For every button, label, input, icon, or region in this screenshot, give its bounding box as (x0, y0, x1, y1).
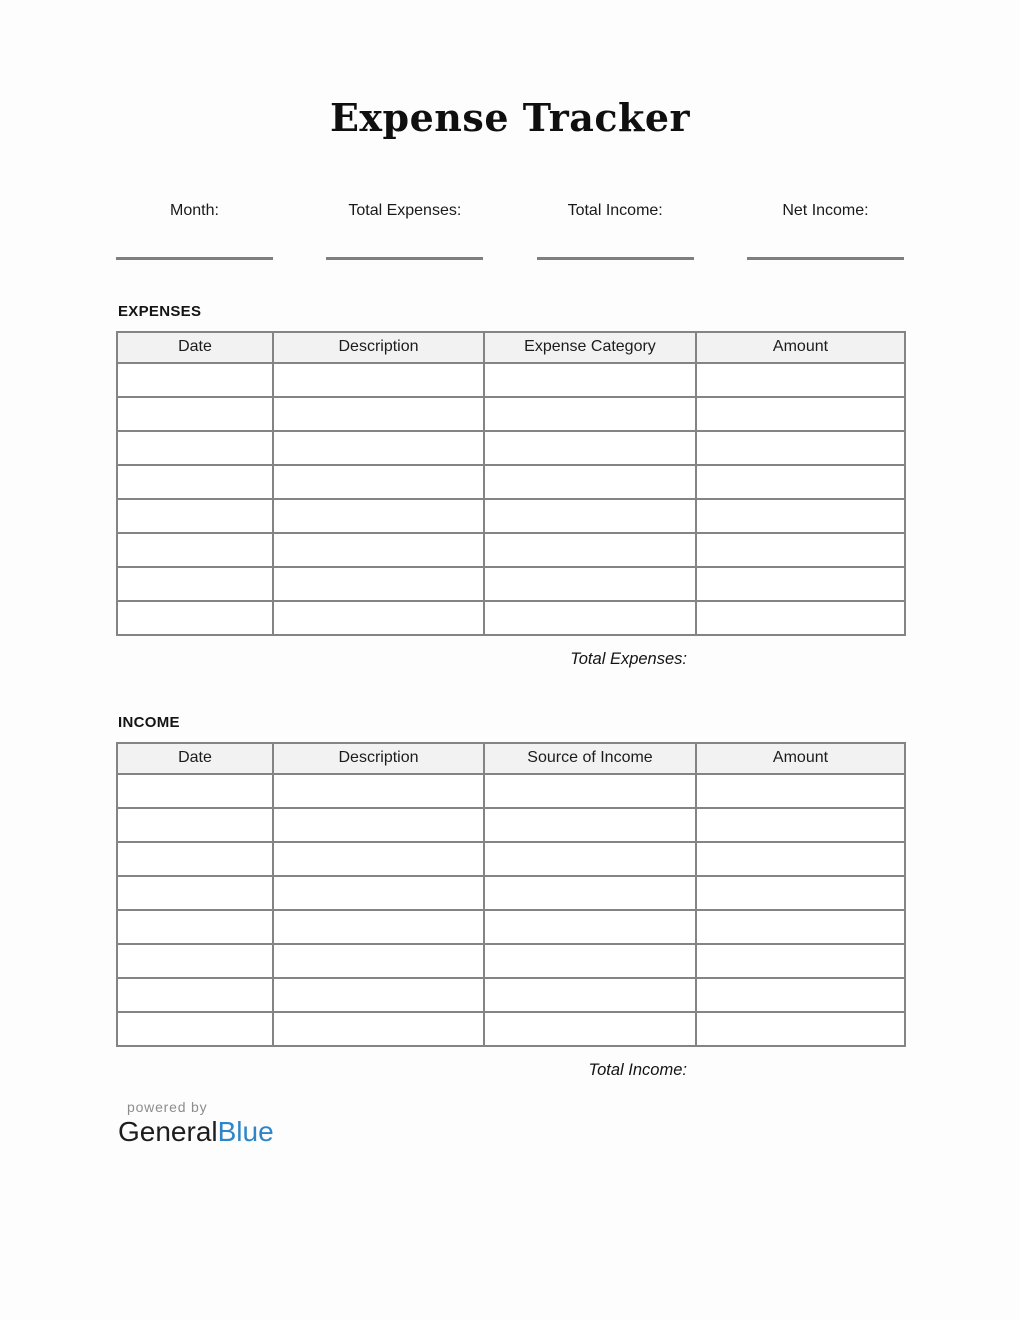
income-cell (273, 1012, 484, 1046)
month-label: Month: (170, 202, 219, 219)
expenses-cell (117, 533, 273, 567)
expenses-cell (696, 397, 905, 431)
document-content (116, 97, 904, 1148)
income-cell (484, 842, 696, 876)
income-row (117, 774, 905, 808)
page-title: Expense Tracker (329, 95, 691, 140)
expenses-header-cell: Description (273, 332, 484, 363)
footer-logo (118, 1099, 904, 1148)
expenses-cell (484, 499, 696, 533)
income-cell (117, 978, 273, 1012)
expenses-cell (117, 499, 273, 533)
expenses-header-row (117, 332, 905, 363)
income-cell (117, 808, 273, 842)
income-cell (273, 876, 484, 910)
income-cell (484, 1012, 696, 1046)
expenses-row (117, 431, 905, 465)
powered-by-text: powered by (127, 1098, 208, 1115)
expenses-cell (117, 397, 273, 431)
expenses-row (117, 465, 905, 499)
total-expenses-field (326, 201, 483, 260)
income-cell (117, 774, 273, 808)
expenses-cell (273, 499, 484, 533)
month-field (116, 201, 273, 260)
brand-blue-text: Blue (217, 1115, 274, 1147)
income-cell (273, 774, 484, 808)
income-header-cell: Description (273, 743, 484, 774)
income-cell (273, 842, 484, 876)
expenses-cell (273, 431, 484, 465)
expenses-row (117, 601, 905, 635)
income-row (117, 910, 905, 944)
expenses-total-label: Total Expenses: (570, 649, 687, 668)
month-underline (116, 257, 273, 260)
expenses-header-cell: Date (117, 332, 273, 363)
expenses-cell (273, 465, 484, 499)
income-section-label: INCOME (118, 713, 180, 731)
income-total-label: Total Income: (588, 1060, 687, 1079)
brand-general-text: General (118, 1115, 218, 1147)
income-cell (117, 842, 273, 876)
net-income-field (747, 201, 904, 260)
expenses-cell (117, 465, 273, 499)
income-cell (484, 876, 696, 910)
income-cell (484, 910, 696, 944)
expenses-cell (696, 465, 905, 499)
income-cell (696, 876, 905, 910)
income-header-cell: Date (117, 743, 273, 774)
summary-fields-row (116, 201, 904, 260)
income-cell (273, 808, 484, 842)
expenses-table (116, 331, 906, 636)
income-cell (117, 944, 273, 978)
income-row (117, 978, 905, 1012)
expenses-header-cell: Expense Category (484, 332, 696, 363)
expenses-cell (117, 363, 273, 397)
expenses-cell (273, 363, 484, 397)
expenses-cell (696, 601, 905, 635)
income-header-cell: Amount (696, 743, 905, 774)
expenses-cell (273, 567, 484, 601)
expenses-cell (484, 363, 696, 397)
expenses-cell (484, 533, 696, 567)
income-cell (484, 774, 696, 808)
expenses-cell (117, 567, 273, 601)
income-row (117, 1012, 905, 1046)
income-header-cell: Source of Income (484, 743, 696, 774)
income-cell (696, 842, 905, 876)
income-table (116, 742, 906, 1047)
income-cell (117, 910, 273, 944)
income-cell (696, 978, 905, 1012)
income-cell (273, 910, 484, 944)
income-header-row (117, 743, 905, 774)
income-cell (696, 910, 905, 944)
total-expenses-underline (326, 257, 483, 260)
income-cell (696, 808, 905, 842)
expenses-section-label: EXPENSES (118, 302, 202, 320)
total-expenses-label: Total Expenses: (348, 202, 462, 219)
income-row (117, 944, 905, 978)
income-cell (484, 944, 696, 978)
expenses-cell (484, 465, 696, 499)
expenses-cell (117, 431, 273, 465)
expenses-row (117, 397, 905, 431)
income-cell (696, 774, 905, 808)
net-income-label: Net Income: (782, 202, 869, 219)
income-cell (484, 808, 696, 842)
expenses-cell (273, 533, 484, 567)
expenses-header-cell: Amount (696, 332, 905, 363)
income-cell (696, 1012, 905, 1046)
expenses-cell (484, 431, 696, 465)
income-cell (484, 978, 696, 1012)
expenses-cell (273, 601, 484, 635)
net-income-underline (747, 257, 904, 260)
expenses-row (117, 363, 905, 397)
expenses-cell (484, 601, 696, 635)
expenses-cell (484, 397, 696, 431)
expenses-cell (273, 397, 484, 431)
total-income-field (537, 201, 694, 260)
expenses-cell (696, 567, 905, 601)
income-cell (696, 944, 905, 978)
income-row (117, 842, 905, 876)
generalblue-logo (118, 1116, 904, 1148)
income-row (117, 808, 905, 842)
income-row (117, 876, 905, 910)
expenses-cell (696, 533, 905, 567)
income-cell (273, 944, 484, 978)
income-cell (117, 876, 273, 910)
income-cell (117, 1012, 273, 1046)
total-income-label: Total Income: (567, 202, 663, 219)
expenses-cell (117, 601, 273, 635)
total-income-underline (537, 257, 694, 260)
expenses-cell (696, 363, 905, 397)
expenses-cell (696, 431, 905, 465)
expenses-cell (484, 567, 696, 601)
income-cell (273, 978, 484, 1012)
expenses-cell (696, 499, 905, 533)
expenses-row (117, 567, 905, 601)
expenses-row (117, 499, 905, 533)
expenses-row (117, 533, 905, 567)
